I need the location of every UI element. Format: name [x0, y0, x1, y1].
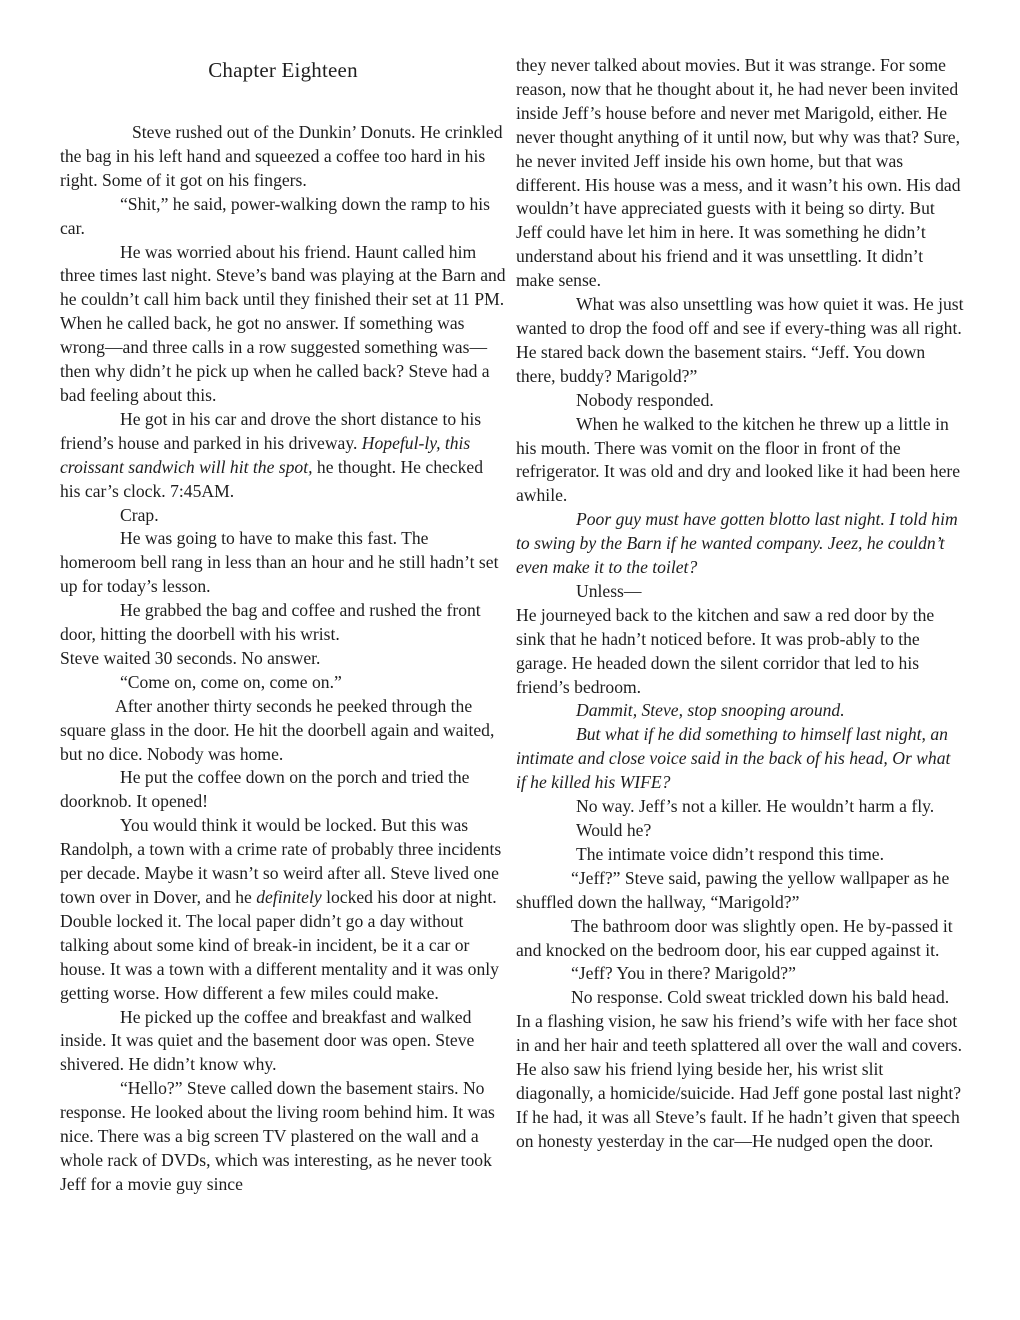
paragraph: He grabbed the bag and coffee and rushed the front door, hitting the doorbell with his wrist. [60, 600, 481, 645]
italic-thought: Hopeful-ly, this croissant sandwich will hit the spot, [60, 432, 471, 477]
paragraph: “Hello?” Steve called down the basement stairs. No response. He looked about the living room behind him. It was nice. There was a big screen TV plastered on the wall and a whole rack of DVDs, which was interesting, as he never took Jeff for a movie guy since [60, 1078, 495, 1194]
paragraph [516, 699, 964, 723]
paragraph: “Jeff? You in there? Marigold?” [571, 963, 796, 984]
paragraph: Steve rushed out of the Dunkin’ Donuts. He crinkled the bag in his left hand and squeezed a coffee too hard in his right. Some of it got on his fingers. [60, 122, 503, 190]
paragraph: “Come on, come on, come on.” [120, 671, 342, 692]
text-run: locked his door at night. Double locked it. The local paper didn’t go a day without talking about some kind of break-in incident, be it a car or house. It was a town with a different mentality and it was only getting worse. How different a few miles could make. [60, 887, 499, 1003]
paragraph: Steve waited 30 seconds. No answer. [60, 647, 321, 668]
paragraph: Nobody responded. [576, 389, 714, 410]
paragraph [516, 508, 964, 580]
paragraph: After another thirty seconds he peeked through the square glass in the door. He hit the doorbell again and waited, but no dice. Nobody was home. [60, 695, 495, 764]
italic-emphasis: definitely [256, 887, 322, 907]
paragraph: No response. Cold sweat trickled down his bald head. In a flashing vision, he saw his friend’s wife with her face shot in and her hair and teeth splattered all over the wall and covers. He also saw his friend lying beside her, his wrist slit diagonally, a homicide/suicide. Had Jeff gone postal last night? If he had, it was all Steve’s fault. If he hadn’t given that speech on honesty yesterday in the car—He nudged open the door. [516, 987, 963, 1151]
italic-thought: Poor guy must have gotten blotto last night. I told him to swing by the Barn if he wanted company. Jeez, he couldn’t even make it to the toilet? [516, 509, 958, 578]
paragraph: Unless— [576, 580, 642, 601]
italic-thought: Or what if he killed his WIFE? [516, 748, 951, 793]
paragraph [60, 814, 506, 1005]
right-column [516, 54, 964, 1154]
italic-thought: an intimate and close voice said in the back of his head, [516, 724, 948, 769]
paragraph: When he walked to the kitchen he threw up a little in his mouth. There was vomit on the floor in front of the refrigerator. It was old and dry and looked like it had been here awhile. [516, 413, 961, 506]
paragraph: they never talked about movies. But it was strange. For some reason, now that he thought about it, he had never been invited inside Jeff’s house before and never met Marigold, either. He never thought anything of it until now, but why was that? Sure, he never invited Jeff inside his own home, but that was different. His house was a mess, and it wasn’t his own. His dad wouldn’t have appreciated guests with it being so dirty. But Jeff could have let him in here. It was something he didn’t understand about his friend and it was unsettling. It didn’t make sense. [516, 55, 961, 291]
paragraph: He put the coffee down on the porch and tried the doorknob. It opened! [60, 767, 470, 812]
text-run: He got in his car and drove the short distance to his friend’s house and parked in his driveway. [60, 408, 482, 453]
paragraph [516, 723, 964, 795]
paragraph: Crap. [120, 504, 159, 525]
paragraph [60, 408, 506, 504]
paragraph: The bathroom door was slightly open. He by-passed it and knocked on the bedroom door, his ear cupped against it. [516, 915, 953, 960]
paragraph: He was going to have to make this fast. The homeroom bell rang in less than an hour and he still hadn’t set up for today’s lesson. [60, 528, 499, 597]
paragraph: “Shit,” he said, power-walking down the ramp to his car. [60, 193, 491, 238]
italic-thought: But what if he did something to himself last night, [576, 724, 926, 745]
paragraph: No way. Jeff’s not a killer. He wouldn’t harm a fly. [576, 796, 935, 817]
paragraph: Would he? [576, 820, 652, 840]
italic-thought: Dammit, Steve, stop snooping around. [576, 700, 845, 721]
paragraph: “Jeff?” Steve said, pawing the yellow wallpaper as he shuffled down the hallway, “Marigold?” [516, 867, 950, 912]
paragraph: The intimate voice didn’t respond this time. [576, 843, 884, 864]
left-column [60, 54, 506, 1197]
paragraph: What was also unsettling was how quiet it was. He just wanted to drop the food off and see if every-thing was all right. He stared back down the basement stairs. “Jeff. You down there, buddy? Marigold?” [516, 294, 964, 386]
chapter-title: Chapter Eighteen [208, 58, 358, 82]
paragraph: He was worried about his friend. Haunt called him three times last night. Steve’s band was playing at the Barn and he couldn’t call him back until they finished their set at 11 PM. When he called back, he got no answer. If something was wrong—and three calls in a row suggested something was—then why didn’t he pick up when he called back? Steve had a bad feeling about this. [60, 241, 506, 405]
paragraph: He journeyed back to the kitchen and saw a red door by the sink that he hadn’t noticed before. It was prob-ably to the garage. He headed down the silent corridor that led to his friend’s bedroom. [516, 604, 935, 697]
text-run: You would think it would be locked. But this was Randolph, a town with a crime rate of probably three incidents per decade. Maybe it wasn’t so weird after all. Steve lived one town over in Dover, and he [60, 815, 502, 907]
text-run: he thought. He checked his car’s clock. 7:45AM. [60, 456, 484, 501]
paragraph: He picked up the coffee and breakfast and walked inside. It was quiet and the basement door was open. Steve shivered. He didn’t know why. [60, 1006, 475, 1075]
